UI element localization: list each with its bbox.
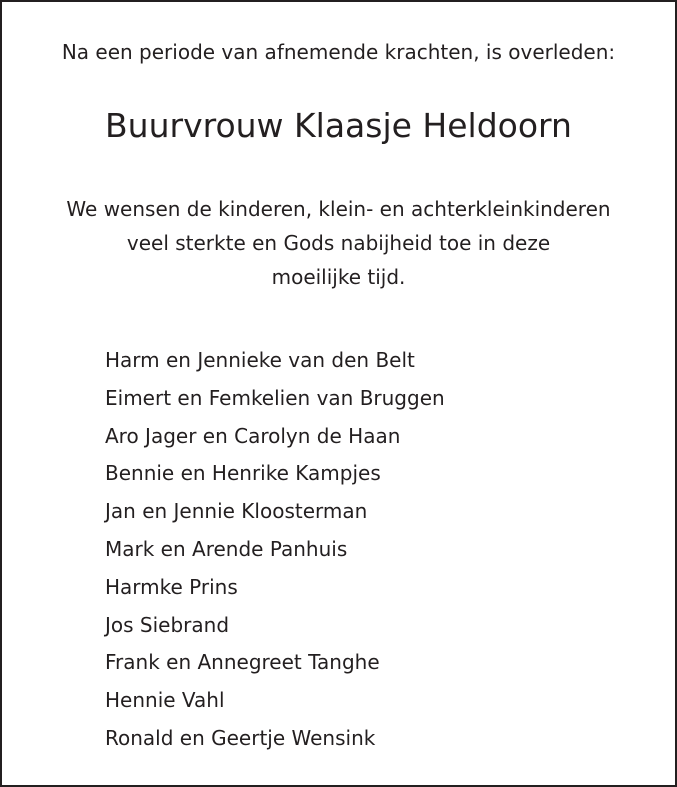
deceased-name: Buurvrouw Klaasje Heldoorn [105,106,572,145]
signatory: Frank en Annegreet Tanghe [105,650,380,675]
signatory: Ronald en Geertje Wensink [105,725,376,750]
signatory: Hennie Vahl [105,688,225,713]
intro-text: Na een periode van afnemende krachten, is overleden: [61,40,616,64]
signatory: Mark en Arende Panhuis [105,536,348,561]
message-line: We wensen de kinderen, klein- en achterkleinkinderen [66,197,611,221]
signatory: Bennie en Henrike Kampjes [105,461,381,486]
signatory: Aro Jager en Carolyn de Haan [105,423,401,448]
condolence-message [2,192,675,294]
signatory: Jan en Jennie Kloosterman [105,499,368,524]
signatory: Eimert en Femkelien van Bruggen [105,385,445,410]
signatory-list [105,342,445,758]
signatory: Harm en Jennieke van den Belt [105,348,415,372]
message-line: veel sterkte en Gods nabijheid toe in deze [126,231,551,255]
signatory: Jos Siebrand [105,612,230,637]
message-line: moeilijke tijd. [271,265,406,289]
signatory: Harmke Prins [105,574,238,599]
